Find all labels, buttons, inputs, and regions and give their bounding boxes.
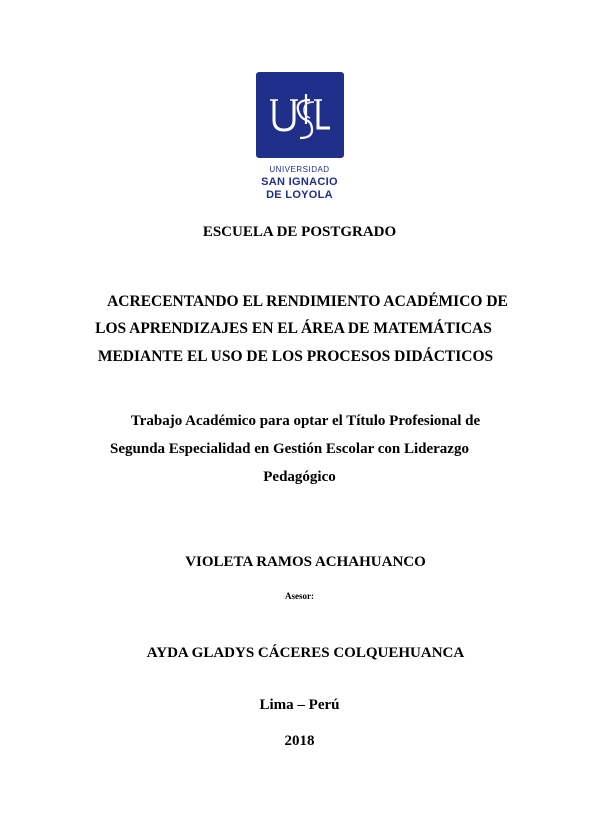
usil-monogram-icon <box>256 72 344 158</box>
thesis-title-line-3: MEDIANTE EL USO DE LOS PROCESOS DIDÁCTICOS <box>97 348 494 365</box>
year: 2018 <box>284 733 315 749</box>
place: Lima – Perú <box>259 697 340 713</box>
thesis-title-line-1: ACRECENTANDO EL RENDIMIENTO ACADÉMICO DE <box>107 293 508 310</box>
advisor-name: AYDA GLADYS CÁCERES COLQUEHUANCA <box>146 645 465 661</box>
author-name: VIOLETA RAMOS ACHAHUANCO <box>185 554 426 570</box>
advisor-label: Asesor: <box>285 591 314 601</box>
degree-statement-line-2: Segunda Especialidad en Gestión Escolar con Liderazgo <box>110 441 469 457</box>
usil-logo-emblem <box>256 72 344 158</box>
school-name: ESCUELA DE POSTGRADO <box>202 224 397 240</box>
thesis-title-line-2: LOS APRENDIZAJES EN EL ÁREA DE MATEMÁTICAS <box>95 320 492 337</box>
logo-text-line-1: UNIVERSIDAD <box>269 165 330 174</box>
degree-statement-line-1: Trabajo Académico para optar el Título Profesional de <box>130 413 481 429</box>
logo-text-line-3: DE LOYOLA <box>266 189 333 201</box>
university-logo <box>0 72 599 163</box>
degree-statement-line-3: Pedagógico <box>263 469 336 485</box>
logo-text-line-2: SAN IGNACIO <box>261 176 338 188</box>
